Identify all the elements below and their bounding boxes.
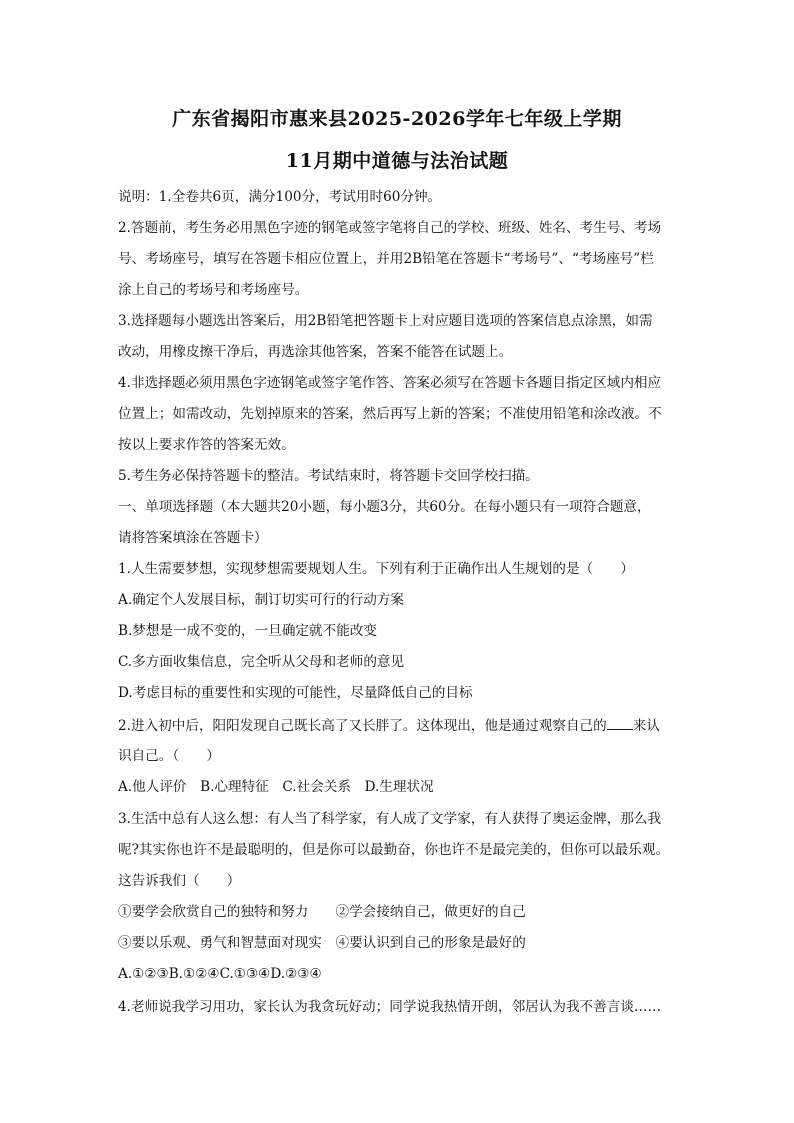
instruction-line: 位置上；如需改动，先划掉原来的答案，然后再写上新的答案；不准使用铅笔和涂改液。不 xyxy=(118,406,662,422)
instruction-line: 按以上要求作答的答案无效。 xyxy=(118,437,295,453)
exam-title-line1: 广东省揭阳市惠来县2025-2026学年七年级上学期 xyxy=(172,108,622,130)
question-4-stem: 4.老师说我学习用功，家长认为我贪玩好动；同学说我热情开朗，邻居认为我不善言谈…… xyxy=(118,999,662,1015)
instruction-line: 4.非选择题必须用黑色字迹钢笔或签字笔作答、答案必须写在答题卡各题目指定区域内相应 xyxy=(118,375,662,391)
instruction-line: 说明：1.全卷共6页，满分100分，考试用时60分钟。 xyxy=(118,189,442,205)
fill-blank xyxy=(607,716,633,730)
instruction-line: 号、考场座号，填写在答题卡相应位置上，并用2B铅笔在答题卡“考场号”、“考场座号”栏 xyxy=(118,251,654,267)
question-3-stem: 这告诉我们（ ） xyxy=(118,873,241,889)
question-1-option-d: D.考虑目标的重要性和实现的可能性，尽量降低自己的目标 xyxy=(118,685,473,701)
section-heading: 请将答案填涂在答题卡） xyxy=(118,530,268,546)
question-3-options: A.①②③B.①②④C.①③④D.②③④ xyxy=(118,966,322,982)
question-3-stem: 呢?其实你也许不是最聪明的，但是你可以最勤奋，你也许不是最完美的，但你可以最乐观。 xyxy=(118,842,670,858)
question-3-statements-1-2: ①要学会欣赏自己的独特和努力 ②学会接纳自己，做更好的自己 xyxy=(118,904,526,920)
question-3-statements-3-4: ③要以乐观、勇气和智慧面对现实 ④要认识到自己的形象是最好的 xyxy=(118,935,526,951)
question-2-stem-line2: 识自己。（ ） xyxy=(118,748,220,764)
question-1-stem: 1.人生需要梦想，实现梦想需要规划人生。下列有利于正确作出人生规划的是（ ） xyxy=(118,561,634,577)
instruction-line: 2.答题前，考生务必用黑色字迹的钢笔或签字笔将自己的学校、班级、姓名、考生号、考场 xyxy=(118,220,662,236)
question-2-stem-part1: 2.进入初中后，阳阳发现自己既长高了又长胖了。这体现出，他是通过观察自己的 xyxy=(118,718,607,734)
question-2-options: A.他人评价 B.心理特征 C.社会关系 D.生理状况 xyxy=(118,779,434,795)
question-2-stem-part2: 来认 xyxy=(632,718,660,734)
question-1-option-b: B.梦想是一成不变的，一旦确定就不能改变 xyxy=(118,623,377,639)
instruction-line: 涂上自己的考场号和考场座号。 xyxy=(118,282,309,298)
instruction-line: 5.考生务必保持答题卡的整洁。考试结束时，将答题卡交回学校扫描。 xyxy=(118,468,539,484)
section-heading: 一、单项选择题（本大题共20小题，每小题3分，共60分。在每小题只有一项符合题意， xyxy=(118,499,651,515)
question-1-option-c: C.多方面收集信息，完全听从父母和老师的意见 xyxy=(118,654,405,670)
exam-title-line2: 11月期中道德与法治试题 xyxy=(285,150,509,172)
question-1-option-a: A.确定个人发展目标，制订切实可行的行动方案 xyxy=(118,592,405,608)
question-3-stem: 3.生活中总有人这么想：有人当了科学家，有人成了文学家，有人获得了奥运金牌，那么我 xyxy=(118,811,662,827)
instruction-line: 3.选择题每小题选出答案后，用2B铅笔把答题卡上对应题目选项的答案信息点涂黑，如需 xyxy=(118,313,653,329)
instruction-line: 改动，用橡皮擦干净后，再选涂其他答案，答案不能答在试题上。 xyxy=(118,344,513,360)
question-2-stem xyxy=(118,716,688,735)
